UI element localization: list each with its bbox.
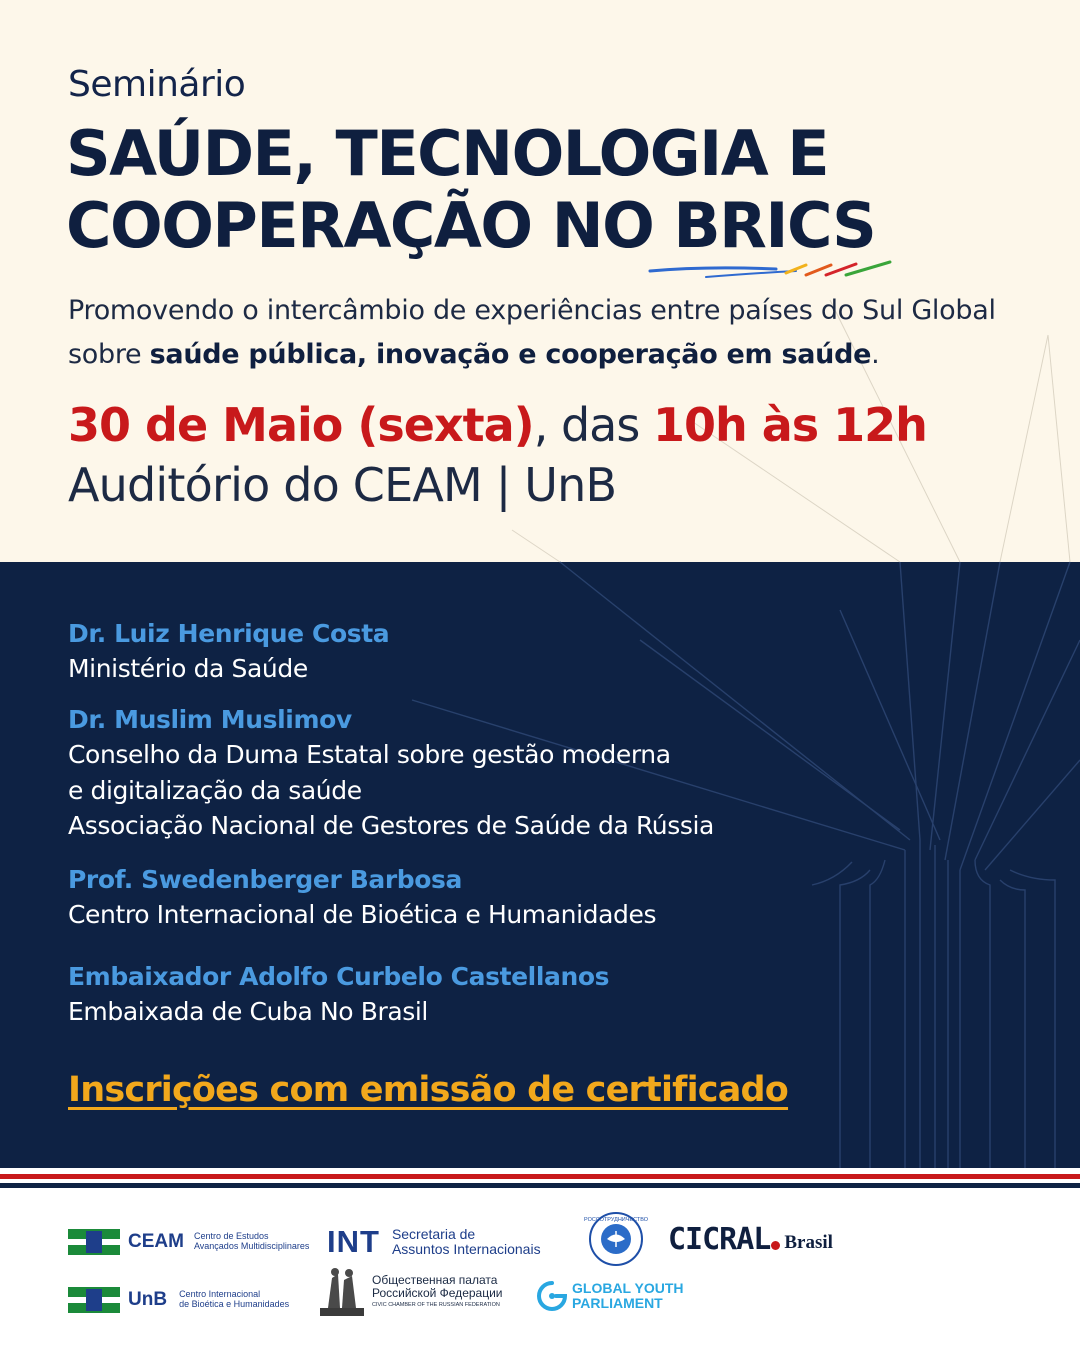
speaker-name: Dr. Muslim Muslimov [68, 705, 352, 734]
cicral-sub: Brasil [784, 1231, 833, 1253]
cicral-dot-icon [771, 1241, 780, 1250]
seminar-eyebrow: Seminário [68, 64, 246, 105]
speaker-4 [68, 959, 888, 1030]
ceam-sub-2: Avançados Multidisciplinares [193, 1241, 310, 1251]
speaker-org: e digitalização da saúde [68, 775, 362, 805]
chamber-line-1: Общественная палата [372, 1272, 498, 1287]
gyp-text [572, 1281, 684, 1311]
partner-logos [0, 1188, 1080, 1350]
speaker-3 [68, 862, 888, 933]
event-venue: Auditório do CEAM | UnB [68, 458, 617, 512]
speaker-2 [68, 702, 888, 844]
time-text: 10h às 12h [652, 398, 927, 452]
lead-text-2: . [871, 339, 880, 370]
monument-icon [318, 1264, 366, 1318]
int-name: INT [327, 1224, 380, 1259]
ceam-flag-icon [68, 1229, 120, 1255]
speaker-name: Prof. Swedenberger Barbosa [68, 865, 462, 894]
title-line-2-prefix: COOPERAÇÃO NO [66, 189, 674, 262]
unb-sub-1: Centro Internacional [179, 1289, 261, 1300]
rossotrud-logo [584, 1212, 648, 1266]
unb-name: UnB [128, 1289, 168, 1310]
date-text: 30 de Maio (sexta) [68, 398, 534, 452]
ceam-sub-1: Centro de Estudos [193, 1231, 269, 1242]
cicral-logo [668, 1222, 833, 1257]
ceam-sub [194, 1232, 309, 1252]
speaker-name: Embaixador Adolfo Curbelo Castellanos [68, 962, 610, 991]
civic-chamber-text [372, 1274, 503, 1308]
speaker-org: Embaixada de Cuba No Brasil [68, 997, 428, 1026]
lead-text-1: Promovendo o intercâmbio de experiências entre países do Sul Global sobre [68, 295, 996, 370]
unb-sub [179, 1290, 289, 1310]
gyp-line-1: GLOBAL YOUTH [572, 1280, 684, 1296]
title-line-1: SAÚDE, TECNOLOGIA E [66, 117, 829, 190]
unb-flag-icon [68, 1287, 120, 1313]
speaker-org: Centro Internacional de Bioética e Humanidades [68, 900, 657, 929]
speaker-org: Associação Nacional de Gestores de Saúde da Rússia [68, 811, 714, 840]
global-youth-parliament-logo [536, 1280, 684, 1312]
unb-sub-2: de Bioética e Humanidades [179, 1299, 290, 1309]
title-brics: BRICS [673, 189, 876, 262]
int-sub-1: Secretaria de [391, 1225, 476, 1242]
lead-paragraph [68, 289, 1028, 377]
speaker-org: Conselho da Duma Estatal sobre gestão moderna [68, 740, 671, 769]
page-title [66, 118, 875, 262]
civic-chamber-logo [318, 1264, 503, 1318]
lead-bold: saúde pública, inovação e cooperação em saúde [149, 339, 872, 370]
speaker-name: Dr. Luiz Henrique Costa [68, 619, 390, 648]
speaker-1 [68, 616, 888, 687]
event-date [68, 396, 927, 454]
title-line-2 [66, 190, 875, 262]
int-sub-2: Assuntos Internacionais [391, 1241, 541, 1257]
ceam-logo [68, 1229, 309, 1255]
chamber-line-3: CIVIC CHAMBER OF THE RUSSIAN FEDERATION [372, 1302, 500, 1309]
unb-logo [68, 1287, 289, 1313]
brics-color-underline [646, 257, 896, 283]
rossotrud-emblem-icon [584, 1212, 648, 1266]
chamber-line-2: Российской Федерации [372, 1285, 503, 1300]
rossotrud-ring-text: РОССОТРУДНИЧЕСТВО [584, 1217, 648, 1223]
int-sub [392, 1227, 541, 1258]
gyp-line-2: PARLIAMENT [572, 1295, 663, 1311]
gyp-swirl-icon [536, 1280, 568, 1312]
date-connector: , das [533, 398, 653, 452]
int-logo [327, 1224, 541, 1260]
ceam-name: CEAM [128, 1231, 184, 1252]
cicral-name: CICRAL [668, 1222, 771, 1257]
speaker-org: Ministério da Saúde [68, 654, 308, 683]
registration-link[interactable]: Inscrições com emissão de certificado [68, 1070, 789, 1110]
